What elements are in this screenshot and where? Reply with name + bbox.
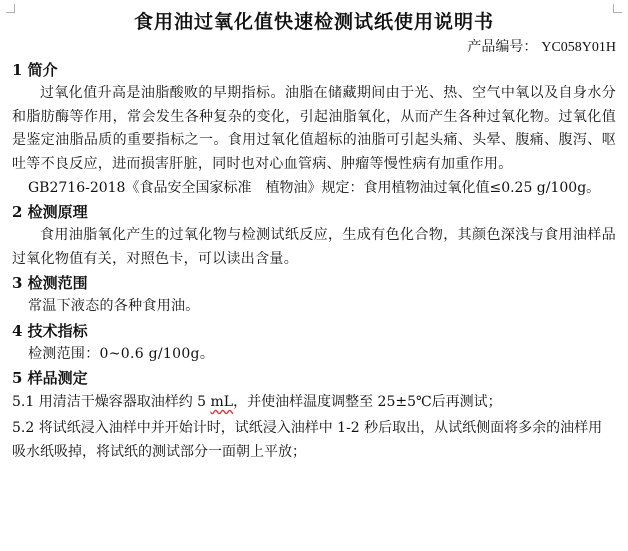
intro-paragraph: 过氧化值升高是油脂酸败的早期指标。油脂在储藏期间由于光、热、空气中氧以及自身水分和脂肪酶等作用，常会发生各种复杂的变化，引起油脂氧化，从而产生各种过氧化物。过氧化值是鉴定油脂品质的重要指标之一。食用过氧化值超标的油脂可引起头痛、头晕、腹痛、腹泻、呕吐等不良反应，进而损害肝脏，同时也对心血管病、肿瘤等慢性病有加重作用。 xyxy=(12,85,616,172)
product-code-line xyxy=(12,36,616,58)
section-heading-specs: 4 技术指标 xyxy=(12,321,88,340)
sample-step-2: 5.2 将试纸浸入油样中并开始计时，试纸浸入油样中 1-2 秒后取出，从试纸侧面将多余的油样用吸水纸吸掉，将试纸的测试部分一面朝上平放； xyxy=(12,420,603,460)
scope-paragraph: 常温下液态的各种食用油。 xyxy=(28,298,200,314)
section-heading-scope: 3 检测范围 xyxy=(12,274,88,292)
document-title: 食用油过氧化值快速检测试纸使用说明书 xyxy=(133,11,494,33)
product-code-value: YC058Y01H xyxy=(541,40,616,55)
specs-paragraph: 检测范围：0~0.6 g/100g。 xyxy=(28,345,215,362)
sample-step-1-unit: mL xyxy=(210,394,234,410)
sample-step-1-text-end: ，并使油样温度调整至 25±5℃后再测试； xyxy=(233,394,502,410)
section-heading-principle: 2 检测原理 xyxy=(12,203,88,221)
section-heading-intro: 1 简介 xyxy=(12,61,58,79)
principle-paragraph: 食用油脂氧化产生的过氧化物与检测试纸反应，生成有色化合物，其颜色深浅与食用油样品过氧化物值有关，对照色卡，可以读出含量。 xyxy=(12,227,616,267)
sample-step-1 xyxy=(12,390,616,414)
standard-reference: GB2716-2018《食品安全国家标准 植物油》规定：食用植物油过氧化值≤0.25 g/100g。 xyxy=(28,180,601,196)
product-code-label: 产品编号： xyxy=(467,39,538,55)
sample-step-1-text: 5.1 用清洁干燥容器取油样约 5 xyxy=(12,394,211,410)
section-heading-sample: 5 样品测定 xyxy=(12,369,88,387)
document-page xyxy=(12,8,616,466)
